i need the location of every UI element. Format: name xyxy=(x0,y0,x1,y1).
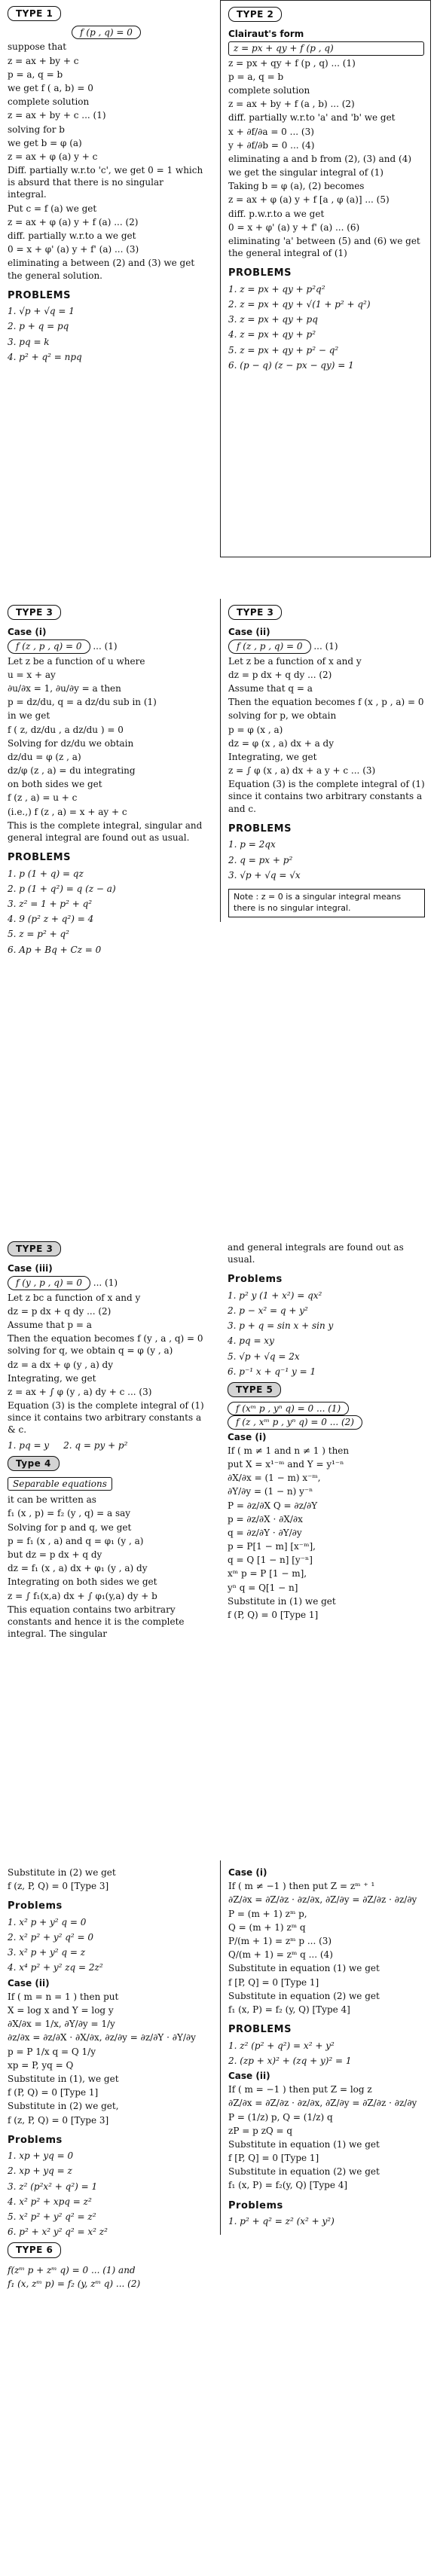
type4-line: but dz = p dx + q dy xyxy=(8,1549,102,1560)
type6-case2-problem-item: 1. p² + q² = z² (x² + y²) xyxy=(228,2216,335,2227)
type3-case2-column: TYPE 3 Case (ii) f (z , p , q) = 0 ... (1) Let z be a function of x and y dz = p dx + q dy ... (2) Assume that q = a Then the equation becomes f (x , p , a) = 0 solving for p, we obtain p = φ (x , a) dz = φ (x , a) dx + a dy Integrating, we get z = ∫ φ (x , a) dx + a y + c ... (3) Equation (3) is the complete integral of (1) since it contains two arbitrary constants a and c. PROBLEMS 1. p = 2qx 2. q = px + p² 3. √p + √q = √x Note : z = 0 is a singular integral means there is no singular integral. xyxy=(220,599,431,922)
type2-line: Taking b = φ (a), (2) becomes xyxy=(228,181,365,192)
type4-line: it can be written as xyxy=(8,1494,96,1506)
type4-line: Solving for p and q, we get xyxy=(8,1521,132,1533)
type5-case1-problem-item: 2. x² p² + y² q² = 0 xyxy=(8,1932,94,1943)
type2-column xyxy=(220,0,431,557)
type5-case2-problem-item: 5. x² p² + y² q² = z² xyxy=(8,2211,96,2223)
type3-case1-problem-item: 1. p (1 + q) = qz xyxy=(8,868,84,879)
type5-case1-line: put X = x¹⁻ᵐ and Y = y¹⁻ⁿ xyxy=(228,1458,344,1470)
type4-heading: Separable equations xyxy=(8,1477,112,1491)
type1-line: z = ax + by + c ... (1) xyxy=(8,110,106,121)
type6-case1-problems xyxy=(228,2040,425,2067)
type2-line: eliminating a and b from (2), (3) and (4) xyxy=(228,153,412,164)
type5-case1-line: f (P, Q) = 0 [Type 1] xyxy=(228,1610,319,1621)
type5-case2-line: f (z, P, Q) = 0 [Type 3] xyxy=(8,2114,109,2126)
type5-case1-line: q = ∂z/∂Y · ∂Y/∂y xyxy=(228,1527,302,1538)
type5-case1-line: p = P[1 − m] [x⁻ᵐ], xyxy=(228,1541,316,1552)
type4-body xyxy=(8,1494,205,1640)
type3-case1-problem-item: 4. 9 (p² z + q²) = 4 xyxy=(8,914,94,925)
type3-case3-badge: TYPE 3 xyxy=(8,1241,61,1256)
section-type3-case3-type4-type5 xyxy=(0,1235,440,1838)
type3-case1-line: u = x + ay xyxy=(8,669,56,680)
type4-problem-item: 6. p⁻¹ x + q⁻¹ y = 1 xyxy=(228,1366,316,1377)
type6-case2-line: f [P, Q] = 0 [Type 1] xyxy=(228,2153,319,2164)
type5-case2-problems xyxy=(8,2150,205,2238)
type2-line: complete solution xyxy=(228,84,310,96)
type3-case2-line: p = φ (x , a) xyxy=(228,724,283,735)
type5-case2-problem-item: 2. xp + yq = z xyxy=(8,2165,72,2177)
section-type5-type6 xyxy=(0,1860,440,2568)
type1-problem-item: 3. pq = k xyxy=(8,336,50,347)
type6-equation-1: f(zᵐ p + zᵐ q) = 0 ... (1) and xyxy=(8,2264,136,2275)
type5-case1-problems xyxy=(8,1916,205,1974)
type5-case1-problem-item: 3. x² p + y² q = z xyxy=(8,1947,86,1958)
type4-problems xyxy=(228,1290,425,1378)
type6-case2-line: If ( m = −1 ) then put Z = log z xyxy=(228,2084,372,2095)
type3-case1-problem-item: 6. Ap + Bq + Cz = 0 xyxy=(8,944,102,955)
type6-case1-line: f [P, Q] = 0 [Type 1] xyxy=(228,1976,319,1988)
type4-continued xyxy=(228,1241,425,1265)
type4-line: This equation contains two arbitrary constants and hence it is the complete integral. The singular xyxy=(8,1604,185,1640)
type3-case1-line: ∂u/∂x = 1, ∂u/∂y = a then xyxy=(8,682,121,694)
type1-body xyxy=(8,41,205,281)
type5-case1-problem-item: 4. x⁴ p² + y² zq = 2z² xyxy=(8,1962,103,1973)
type5-case1-line: ∂Y/∂y = (1 − n) y⁻ⁿ xyxy=(228,1486,313,1497)
type3-case2-line: Then the equation becomes f (x , p , a) = 0 xyxy=(228,697,424,708)
type5-case2-line: ∂z/∂x = ∂z/∂X · ∂X/∂x, ∂z/∂y = ∂z/∂Y · ∂Y/∂y xyxy=(8,2032,196,2043)
type1-line: z = ax + by + c xyxy=(8,55,79,66)
type1-line: Diff. partially w.r.to 'c', we get 0 = 1 which is absurd that there is no singular integral. xyxy=(8,165,203,200)
type4-problem-item: 2. p − x² = q + y² xyxy=(228,1305,308,1317)
type5-case2-line: f (P, Q) = 0 [Type 1] xyxy=(8,2087,99,2098)
type3-case1-body xyxy=(8,655,205,844)
type5-case1-problems-title: Problems xyxy=(8,1900,63,1912)
type2-line: z = ax + by + f (a , b) ... (2) xyxy=(228,99,355,110)
type5-column xyxy=(220,1235,431,1627)
type4-problem-item: 4. pq = xy xyxy=(228,1335,274,1347)
section-type1-type2 xyxy=(0,0,440,557)
type4-line: f₁ (x , p) = f₂ (y , q) = a say xyxy=(8,1508,131,1519)
type6-badge: TYPE 6 xyxy=(8,2242,61,2257)
type1-line: Put c = f (a) we get xyxy=(8,203,97,214)
type5-case2-body xyxy=(8,1991,205,2126)
type2-problem-item: 3. z = px + qy + pq xyxy=(228,314,318,325)
type3-case3-body xyxy=(8,1292,205,1436)
type6-case2-line: ∂Z/∂x = ∂Z/∂z · ∂z/∂x, ∂Z/∂y = ∂Z/∂z · ∂z/∂y xyxy=(228,2098,417,2109)
type1-line: suppose that xyxy=(8,41,67,53)
type3-case3-line: dz = p dx + q dy ... (2) xyxy=(8,1305,112,1317)
type3-case2-equation: f (z , p , q) = 0 xyxy=(228,639,311,653)
type3-case2-line: dz = φ (x , a) dx + a dy xyxy=(228,737,335,749)
type3-case1-problem-item: 3. z² = 1 + p² + q² xyxy=(8,899,93,910)
type3-case3-line: Integrating, we get xyxy=(8,1372,96,1384)
type2-problem-item: 4. z = px + qy + p² xyxy=(228,329,316,340)
type6-case1-line: If ( m ≠ −1 ) then put Z = zᵐ ⁺ ¹ xyxy=(228,1881,375,1892)
type2-line: p = a, q = b xyxy=(228,71,284,82)
type5-case1-line: P = ∂z/∂X Q = ∂z/∂Y xyxy=(228,1500,318,1511)
type5-case1-line: q = Q [1 − n] [y⁻ⁿ] xyxy=(228,1555,313,1566)
type6-case1-line: Q = (m + 1) zᵐ q xyxy=(228,1921,306,1933)
type6-case1-label: Case (i) xyxy=(228,1867,267,1878)
type3-case1-equation: f (z , p , q) = 0 xyxy=(8,639,90,653)
type6-case1-line: ∂Z/∂x = ∂Z/∂z · ∂z/∂x, ∂Z/∂y = ∂Z/∂z · ∂z/∂y xyxy=(228,1894,417,1906)
type1-problem-item: 2. p + q = pq xyxy=(8,321,69,332)
type3-case1-line: f ( z, dz/du , a dz/du ) = 0 xyxy=(8,724,124,735)
type1-badge: TYPE 1 xyxy=(8,6,61,21)
type3-case1-column: TYPE 3 Case (i) f (z , p , q) = 0 ... (1) Let z be a function of u where u = x + ay ∂u/∂x = 1, ∂u/∂y = a then p = dz/du, q = a dz/du sub in (1) in we get f ( z, dz/du , a dz/du ) = 0 Solving for dz/du we obtain dz/du = φ (z , a) dz/φ (z , a) = du integrating on both sides we get f (z , a) = u + c (i.e.,) f (z , a) = x + ay + c This is the complete integral, singular and general integral are found out as usual. PROBLEMS 1. p (1 + q) = qz 2. p (1 + q²) = q (z − a) 3. z² = 1 + p² + q² 4. 9 (p² z + q²) = 4 5. z = p² + q² 6. Ap + Bq + Cz = 0 xyxy=(0,599,211,963)
type6-case1-line: P = (m + 1) zᵐ p, xyxy=(228,1908,307,1919)
type3-case1-problem-item: 5. z = p² + q² xyxy=(8,929,69,940)
type1-line: we get b = φ (a) xyxy=(8,137,82,148)
type3-case1-line: on both sides we get xyxy=(8,779,102,790)
type1-problems xyxy=(8,305,205,363)
type1-line: diff. partially w.r.to a we get xyxy=(8,230,136,241)
type2-equation: z = px + qy + f (p , q) xyxy=(228,41,424,55)
type2-line: 0 = x + φ' (a) y + f' (a) ... (6) xyxy=(228,221,360,233)
type3-case1-line: This is the complete integral, singular and general integral are found out as usual. xyxy=(8,819,203,843)
type3-case2-label: Case (ii) xyxy=(228,627,270,638)
type5-equation-2: f (z , xᵐ p , yⁿ q) = 0 ... (2) xyxy=(228,1415,362,1429)
type3-case2-problem-item: 1. p = 2qx xyxy=(228,839,276,850)
type2-heading: Clairaut's form xyxy=(228,29,304,40)
type4-badge: Type 4 xyxy=(8,1456,60,1471)
type3-case1-problems-title: PROBLEMS xyxy=(8,852,71,864)
type5-case2-problem-item: 3. z² (p²x² + q²) = 1 xyxy=(8,2181,98,2192)
type1-problems-title: PROBLEMS xyxy=(8,289,71,301)
type3-case2-line: dz = p dx + q dy ... (2) xyxy=(228,669,332,680)
type5-case2-line: xp = P, yq = Q xyxy=(8,2059,74,2071)
type1-equation: f (p , q) = 0 xyxy=(72,26,141,39)
type5-result-line: f (z, P, Q) = 0 [Type 3] xyxy=(8,1881,109,1892)
type3-case1-line: dz/φ (z , a) = du integrating xyxy=(8,765,136,777)
type2-problem-item: 1. z = px + qy + p²q² xyxy=(228,283,325,295)
type5-case2-problems-title: Problems xyxy=(8,2134,63,2146)
type5-case1-line: If ( m ≠ 1 and n ≠ 1 ) then xyxy=(228,1445,350,1456)
type5-case2-column xyxy=(0,1860,211,2296)
type3-case1-label: Case (i) xyxy=(8,627,47,638)
type2-badge: TYPE 2 xyxy=(228,7,282,22)
type6-case1-body xyxy=(228,1880,425,2016)
type5-case1-line: yⁿ q = Q[1 − n] xyxy=(228,1582,298,1593)
type5-equation-1: f (xᵐ p , yⁿ q) = 0 ... (1) xyxy=(228,1402,349,1415)
type4-problems-title: Problems xyxy=(228,1274,283,1286)
type5-case1-line: Substitute in (1) we get xyxy=(228,1595,336,1607)
type5-case1-label: Case (i) xyxy=(228,1431,267,1442)
type3-case2-line: Let z be a function of x and y xyxy=(228,655,362,667)
type5-case1-result xyxy=(8,1866,205,1892)
type6-case1-line: Substitute in equation (1) we get xyxy=(228,1963,380,1974)
type6-case1-problems-title: PROBLEMS xyxy=(228,2024,292,2036)
type6-case1-line: Substitute in equation (2) we get xyxy=(228,1990,380,2001)
type1-line: z = ax + φ (a) y + f (a) ... (2) xyxy=(8,216,139,227)
type3-case3-problem-item: 1. pq = y 2. q = py + p² xyxy=(8,1439,128,1451)
type4-line: z = ∫ f₁(x,a) dx + ∫ φ₁(y,a) dy + b xyxy=(8,1590,157,1601)
type2-line: diff. partially w.r.to 'a' and 'b' we get xyxy=(228,112,396,124)
type1-problem-item: 4. p² + q² = npq xyxy=(8,351,82,362)
type2-line: y + ∂f/∂b = 0 ... (4) xyxy=(228,139,315,151)
type3-case2-problem-item: 2. q = px + p² xyxy=(228,854,293,865)
type4-line: Integrating on both sides we get xyxy=(8,1576,157,1588)
type6-case2-line: Substitute in equation (2) we get xyxy=(228,2166,380,2178)
type3-case1-problems xyxy=(8,868,205,956)
type1-line: eliminating a between (2) and (3) we get the general solution. xyxy=(8,258,195,281)
type3-case1-line: (i.e.,) f (z , a) = x + ay + c xyxy=(8,806,127,817)
type5-case1-line: p = ∂z/∂X · ∂X/∂x xyxy=(228,1513,303,1525)
type6-case2-line: Substitute in equation (1) we get xyxy=(228,2138,380,2150)
type3-case3-column: TYPE 3 Case (iii) f (y , p , q) = 0 ... (1) Let z bc a function of x and y dz = p dx + q dy ... (2) Assume that p = a Then the equation becomes f (y , a , q) = 0 solving for q, we obtain q = φ (y , a) dz = a dx + φ (y , a) dy Integrating, we get z = ax + ∫ φ (y , a) dy + c ... (3) Equation (3) is the complete integral of (1) since it contains two arbitrary constants a & c. 1. pq = y 2. q = py + p² Type 4 Separable equations it can be written as f₁ (x , p) = f₂ (y , q) = a say Solving for p and q, we get p = f₁ (x , a) and q = φ₁ (y , a) but dz = p dx + q dy dz = f₁ (x , a) dx + φ₁ (y , a) dy Integrating on both sides we get z = ∫ f₁(x,a) dx + ∫ φ₁(y,a) dy + b This equation contains two arbitrary constants and hence it is the complete integral. The singular xyxy=(0,1235,211,1646)
type6-case1-problem-item: 2. (zp + x)² + (zq + y)² = 1 xyxy=(228,2055,352,2066)
type6-equation-2: f₁ (x, zᵐ p) = f₂ (y, zᵐ q) ... (2) xyxy=(8,2278,141,2289)
type4-problem-item: 3. p + q = sin x + sin y xyxy=(228,1320,334,1332)
section-type3-case1-2 xyxy=(0,599,440,1213)
type6-case2-problems xyxy=(228,2215,425,2227)
type6-case2-line: P = (1/z) p, Q = (1/z) q xyxy=(228,2111,333,2123)
type5-case2-problem-item: 4. x² p² + xpq = z² xyxy=(8,2196,92,2207)
type1-line: complete solution xyxy=(8,96,90,108)
type6-case1-line: f₁ (x, P) = f₂ (y, Q) [Type 4] xyxy=(228,2004,350,2015)
type6-case1-line: P/(m + 1) = zᵐ p ... (3) xyxy=(228,1935,332,1946)
type3-case2-line: Assume that q = a xyxy=(228,682,313,694)
type2-line: diff. p.w.r.to a we get xyxy=(228,208,325,219)
type1-line: we get f ( a, b) = 0 xyxy=(8,82,93,93)
type1-line: 0 = x + φ' (a) y + f' (a) ... (3) xyxy=(8,244,139,255)
type1-line: p = a, q = b xyxy=(8,69,63,80)
type1-problem-item: 1. √p + √q = 1 xyxy=(8,306,75,317)
type5-case2-line: Substitute in (1), we get xyxy=(8,2073,119,2084)
type3-case2-body xyxy=(228,655,425,815)
type5-case1-line: xᵐ p = P [1 − m], xyxy=(228,1568,307,1579)
type3-case1-badge: TYPE 3 xyxy=(8,605,61,620)
type3-case2-note: Note : z = 0 is a singular integral means there is no singular integral. xyxy=(228,889,425,917)
type3-case3-line: dz = a dx + φ (y , a) dy xyxy=(8,1359,114,1370)
type2-problem-item: 5. z = px + qy + p² − q² xyxy=(228,344,339,356)
type5-case2-label: Case (ii) xyxy=(8,1977,50,1988)
type6-case2-line: f₁ (x, P) = f₂(y, Q) [Type 4] xyxy=(228,2180,348,2191)
type4-problem-item: 5. √p + √q = 2x xyxy=(228,1351,300,1362)
type3-case1-problem-item: 2. p (1 + q²) = q (z − a) xyxy=(8,883,116,894)
type3-case3-line: z = ax + ∫ φ (y , a) dy + c ... (3) xyxy=(8,1386,152,1397)
type2-line: we get the singular integral of (1) xyxy=(228,167,383,179)
type3-case3-equation: f (y , p , q) = 0 xyxy=(8,1276,90,1290)
type5-case2-line: ∂X/∂x = 1/x, ∂Y/∂y = 1/y xyxy=(8,2019,115,2030)
type3-case2-line: solving for p, we obtain xyxy=(228,710,337,722)
type3-case2-line: Integrating, we get xyxy=(228,751,317,762)
type3-case1-line: p = dz/du, q = a dz/du sub in (1) xyxy=(8,697,157,708)
type5-badge: TYPE 5 xyxy=(228,1382,281,1397)
type2-problems-title: PROBLEMS xyxy=(228,267,292,279)
type5-case1-problem-item: 1. x² p + y² q = 0 xyxy=(8,1916,87,1927)
type2-problems xyxy=(228,283,424,371)
type3-case1-line: f (z , a) = u + c xyxy=(8,792,78,804)
type1-column xyxy=(0,0,211,371)
type5-case2-problem-item: 1. xp + yq = 0 xyxy=(8,2150,74,2162)
type3-case3-line: Let z bc a function of x and y xyxy=(8,1292,141,1303)
type5-case2-line: Substitute in (2) we get, xyxy=(8,2101,119,2112)
type6-case2-body xyxy=(228,2083,425,2192)
type4-cont-line: and general integrals are found out as usual. xyxy=(228,1242,404,1265)
type1-line: solving for b xyxy=(8,124,65,135)
type3-case2-line: z = ∫ φ (x , a) dx + a y + c ... (3) xyxy=(228,765,376,777)
type6-case2-label: Case (ii) xyxy=(228,2070,270,2081)
type3-case2-line: Equation (3) is the complete integral of (1) since it contains two arbitrary constants a and c. xyxy=(228,779,425,814)
type2-line: x + ∂f/∂a = 0 ... (3) xyxy=(228,126,314,137)
type5-case2-problem-item: 6. p² + x² y² q² = x² z² xyxy=(8,2227,108,2238)
type3-case2-badge: TYPE 3 xyxy=(228,605,282,620)
type3-case3-line: Equation (3) is the complete integral of (1) since it contains two arbitrary constants a & c. xyxy=(8,1400,204,1436)
type2-line: z = px + qy + f (p , q) ... (1) xyxy=(228,57,356,69)
type4-problem-item: 1. p² y (1 + x²) = qx² xyxy=(228,1290,322,1301)
type3-case2-problems xyxy=(228,838,425,881)
type6-case1-problem-item: 1. z² (p² + q²) = x² + y² xyxy=(228,2040,335,2051)
type4-line: dz = f₁ (x , a) dx + φ₁ (y , a) dy xyxy=(8,1563,148,1574)
type2-line: z = ax + φ (a) y + f [a , φ (a)] ... (5) xyxy=(228,194,390,206)
type3-case3-line: Assume that p = a xyxy=(8,1319,92,1330)
type2-problem-item: 6. (p − q) (z − px − qy) = 1 xyxy=(228,359,354,371)
type5-case2-line: p = P 1/x q = Q 1/y xyxy=(8,2046,96,2057)
type6-case2-line: zP = p zQ = q xyxy=(228,2125,293,2136)
type6-column xyxy=(220,1860,431,2235)
type5-case1-body xyxy=(228,1445,425,1621)
type5-case2-line: X = log x and Y = log y xyxy=(8,2005,114,2016)
type6-case1-line: Q/(m + 1) = zᵐ q ... (4) xyxy=(228,1949,333,1961)
type3-case2-problem-item: 3. √p + √q = √x xyxy=(228,869,301,881)
type2-body xyxy=(228,57,424,260)
type3-case2-problems-title: PROBLEMS xyxy=(228,823,292,835)
type3-case1-line: Solving for dz/du we obtain xyxy=(8,737,134,749)
type4-line: p = f₁ (x , a) and q = φ₁ (y , a) xyxy=(8,1535,144,1546)
type3-case3-label: Case (iii) xyxy=(8,1263,53,1274)
type3-case3-line: Then the equation becomes f (y , a , q) = 0 solving for q, we obtain q = φ (y , a) xyxy=(8,1333,203,1357)
type2-problem-item: 2. z = px + qy + √(1 + p² + q²) xyxy=(228,299,371,310)
type6-case2-problems-title: Problems xyxy=(228,2199,283,2211)
type2-line: eliminating 'a' between (5) and (6) we get the general integral of (1) xyxy=(228,236,420,259)
type5-case2-line: If ( m = n = 1 ) then put xyxy=(8,1991,119,2002)
type3-case3-problems xyxy=(8,1439,205,1451)
type5-case1-line: ∂X/∂x = (1 − m) x⁻ᵐ, xyxy=(228,1473,321,1484)
type1-line: z = ax + φ (a) y + c xyxy=(8,151,98,162)
type3-case1-line: Let z be a function of u where xyxy=(8,655,145,667)
type3-case1-line: in we get xyxy=(8,710,50,722)
type3-case1-line: dz/du = φ (z , a) xyxy=(8,751,81,762)
type5-result-line: Substitute in (2) we get xyxy=(8,1867,116,1878)
